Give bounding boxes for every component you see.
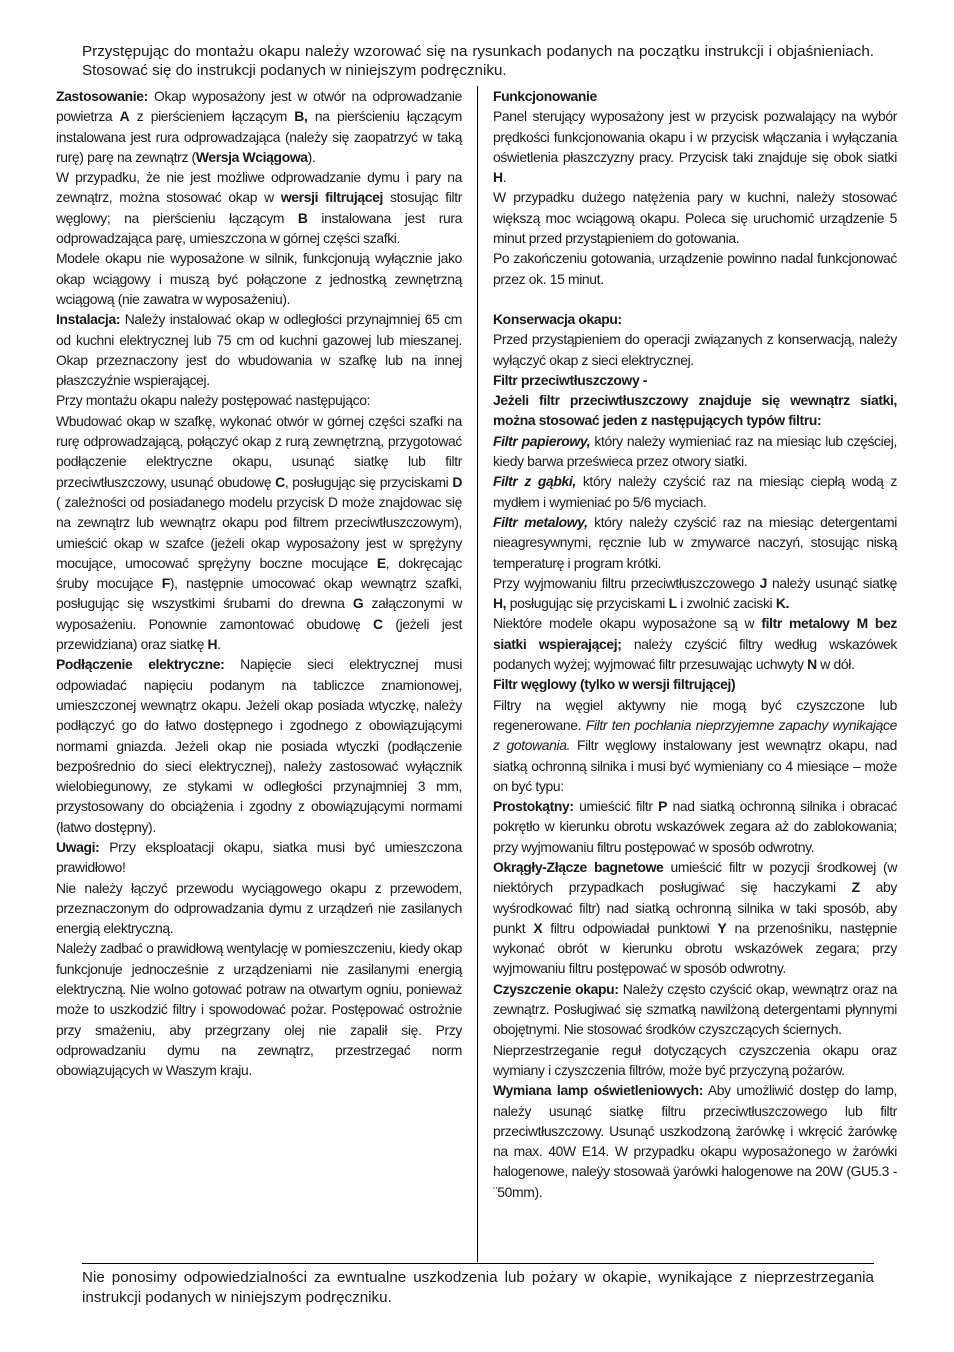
- paragraph: [493, 248, 897, 289]
- text-run: ), następnie umocować okap wewnątrz szafki, posługując się wszystkimi śrubami do drewna: [56, 575, 462, 612]
- text-run: filtru odpowiadał punktowi: [542, 919, 718, 936]
- text-run: E: [376, 554, 386, 571]
- text-run: Należy instalować okap w odległości przynajmniej 65 cm od kuchni elektrycznej lub 75 cm od kuchni gazowej lub mieszanej. Okap przeznaczony jest do wbudowania w szafkę lub na innej płaszczyźnie wspierającej.: [56, 311, 462, 389]
- text-run: umieścić filtr w pozycji środkowej (w niektórych przypadkach posługiwać się haczykami: [493, 858, 898, 896]
- paragraph: [493, 1040, 897, 1081]
- text-run: ( zależności od posiadanego modelu przycisk D może znajdowac się na zewnątrz lub wewnątrz okapu pod filtrem przeciwtłuszczowym), umieścić okap w szafce (jeżeli okap wyposażony jest w sprężyny mocujące, umocować sprężyny boczne mocujące: [56, 493, 462, 571]
- text-run: który należy wymieniać raz na miesiąc lub częściej, kiedy barwa prześwieca przez otwory siatki.: [493, 432, 897, 470]
- text-run: który należy czyścić raz na miesiąc detergentami nieagresywnymi, ręcznie lub w zmywarce naczyń, stosując niską temperaturę i program krótki.: [493, 513, 897, 571]
- text-run: umieścić filtr: [573, 798, 659, 815]
- text-run: i zwolnić zaciski: [676, 595, 776, 612]
- text-run: Niektóre modele okapu wyposażone są w: [493, 615, 762, 632]
- paragraph: [56, 86, 462, 167]
- paragraph: [56, 654, 462, 837]
- text-run: G: [352, 595, 364, 612]
- text-run: Modele okapu nie wyposażone w silnik, funkcjonują wyłącznie jako okap wciągowy i muszą być połączone z jednostką zewnętrzną wciągową (nie zawatra w wyposażeniu).: [56, 250, 462, 307]
- paragraph: [493, 695, 897, 796]
- paragraph-gap: [493, 289, 897, 309]
- text-run: L: [668, 595, 677, 612]
- column-divider: [477, 86, 478, 1262]
- footer-note: Nie ponosimy odpowiedzialności za ewntualne uszkodzenia lub pożary w okapie, wynikające z nieprzestrzegania instrukcji podanych w niniejszym podręczniku.: [82, 1269, 874, 1306]
- paragraph: [493, 390, 897, 431]
- right-column: [493, 86, 897, 1202]
- footer-divider: [82, 1263, 874, 1264]
- text-run: Nie należy łączyć przewodu wyciągowego okapu z przewodem, przeznaczonym do odprowadzania dymu z urządzeń nie zasilanych energią elektryczną.: [56, 879, 462, 937]
- text-run: D: [452, 473, 462, 490]
- text-run: Przy eksploatacji okapu, siatka musi być umieszczona prawidłowo!: [56, 838, 462, 876]
- text-run: Wbudować okap w szafkę, wykonać otwór w górnej części szafki na rurę odprowadzającą, połączyć okap z rurą zewnętrzną, przygotować podłączenie elektryczne okapu, usunąć siatkę lub filtr przeciwtłuszczowy, usunąć obudowę: [56, 412, 462, 490]
- text-run: Z: [851, 879, 860, 896]
- paragraph: [493, 106, 897, 187]
- text-run: A: [119, 108, 130, 125]
- text-run: Nieprzestrzeganie reguł dotyczących czyszczenia okapu oraz wymiany i czyszczenia filtrów, może być przyczyną pożarów.: [493, 1041, 897, 1078]
- text-run: Wymiana lamp oświetleniowych:: [493, 1082, 704, 1099]
- paragraph: [493, 187, 897, 248]
- text-run: Y: [717, 919, 727, 936]
- text-run: stosując filtr węglowy; na pierścieniu łączącym: [56, 189, 462, 226]
- text-run: Filtr węglowy instalowany jest wewnątrz okapu, nad siatką ochronną silnika i musi być wymieniany co 4 miesiące – może on być typu:: [493, 737, 897, 794]
- text-run: Zastosowanie:: [56, 88, 148, 104]
- text-run: Napięcie sieci elektrycznej musi odpowiadać napięciu podanym na tabliczce znamionowej, umieszczonej wewnątrz okapu. Jeżeli okap posiada wtyczkę, należy podłączyć go do łatwo dostępnego i zgodnego z obowiązującymi normami gniazda. Jeżeli okap nie posiada wtyczki (podłączenie bezpośrednio do sieci elektrycznej), należy zastosować wyłącznik wielobiegunowy, ze stykami w odległości przynajmniej 3 mm, przystosowany do obciążenia i zgodny z obowiązującymi normami (łatwo dostępny).: [56, 656, 462, 835]
- text-run: Czyszczenie okapu:: [493, 980, 619, 997]
- text-run: należy czyścić filtry według wskazówek podanych wyżej; wyjmować filtr przesuwając uchwyty: [493, 635, 897, 673]
- text-run: P: [658, 798, 667, 815]
- text-run: Panel sterujący wyposażony jest w przycisk pozwalający na wybór prędkości funkcjonowania okapu i w przycisk włączania i wyłączania oświetlenia płaszczyzny pracy. Przycisk taki znajduje się obok siatki: [493, 108, 897, 165]
- paragraph: [493, 86, 897, 106]
- text-run: B,: [294, 108, 308, 125]
- text-run: .: [502, 169, 507, 186]
- paragraph: [493, 573, 897, 614]
- text-run: H: [207, 636, 218, 653]
- text-run: na pierścieniu łączącym instalowana jest rura odprowadzająca (należy się zaopatrzyć w taką rurę) parę na zewnątrz (: [56, 108, 462, 165]
- paragraph: [56, 411, 462, 655]
- text-run: Przy wyjmowaniu filtru przeciwtłuszczowego: [493, 574, 760, 591]
- text-run: B: [297, 209, 308, 226]
- paragraph: [493, 796, 897, 857]
- paragraph: [493, 674, 897, 694]
- paragraph: [56, 938, 462, 1080]
- text-run: należy usunąć siatkę: [766, 574, 897, 591]
- paragraph: [56, 309, 462, 390]
- text-run: (jeżeli jest przewidziana) oraz siatkę: [56, 615, 462, 653]
- text-run: Filtr metalowy,: [493, 513, 588, 530]
- text-run: Należy zadbać o prawidłową wentylację w pomieszczeniu, kiedy okap funkcjonuje jednocześnie z urządzeniami nie zasilanymi energią elektryczną. Nie wolno gotować potraw na otwartym ogniu, ponieważ może to uszkodzić filtry i spowodować pożar. Postępować ostrożnie przy smażeniu, aby przegrzany olej nie zapalił się. Przy odprowadzaniu dymu na zewnątrz, przestrzegać norm obowiązujących w Waszym kraju.: [56, 940, 462, 1079]
- text-run: ).: [307, 148, 316, 165]
- text-run: , dokręcając śruby mocujące: [56, 554, 462, 592]
- text-run: Przed przystąpieniem do operacji związanych z konserwacją, należy wyłączyć okap z sieci elektrycznej.: [493, 331, 897, 368]
- paragraph: [56, 248, 462, 309]
- paragraph: [493, 1080, 897, 1202]
- text-run: Podłączenie elektryczne:: [56, 656, 225, 673]
- paragraph: [56, 837, 462, 878]
- text-run: Filtr ten pochłania nieprzyjemne zapachy wynikające z gotowania.: [493, 716, 897, 754]
- text-run: N: [807, 656, 817, 673]
- text-run: filtr metalowy M bez siatki wspierającej;: [493, 615, 897, 652]
- text-run: F: [161, 575, 170, 592]
- text-run: nad siatką ochronną silnika i obracać pokrętło w kierunku obrotu wskazówek zegara aż do zablokowania; przy wyjmowaniu filtru postępować w sposób odwrotny.: [493, 798, 897, 855]
- text-run: H,: [493, 595, 507, 612]
- paragraph: [493, 431, 897, 472]
- text-run: Filtr z gąbki,: [493, 473, 576, 490]
- text-run: Uwagi:: [56, 838, 100, 855]
- text-run: Okrągły-Złącze bagnetowe: [493, 858, 664, 875]
- text-run: Filtr papierowy,: [493, 432, 591, 449]
- text-run: Przy montażu okapu należy postępować następująco:: [56, 392, 371, 409]
- text-run: z pierścieniem łączącym: [129, 108, 295, 125]
- text-run: Prostokątny:: [493, 798, 574, 815]
- paragraph: [493, 370, 897, 390]
- text-run: J: [759, 574, 767, 591]
- text-run: wersji filtrującej: [280, 189, 384, 206]
- text-run: w dół.: [816, 656, 855, 673]
- text-run: W przypadku dużego natężenia pary w kuchni, należy stosować większą moc wciągową okapu. Poleca się uruchomić urządzenie 5 minut przed przystąpieniem do gotowania.: [493, 189, 897, 247]
- text-run: C: [373, 615, 383, 632]
- text-run: posługując się przyciskami: [506, 595, 669, 612]
- paragraph: [493, 309, 897, 329]
- text-run: Aby umożliwić dostęp do lamp, należy usunąć siatkę filtru przeciwtłuszczowego lub filtr przeciwtłuszczowy. Usunąć uszkodzoną żarówkę i wkręcić żarówkę na max. 40W E14. W przypadku okapu wyposażonego w żarówki halogenowe, naleÿy stosowaä ÿarówki halogenowe na 20W (GU5.3 - ¨50mm).: [493, 1082, 897, 1200]
- text-run: instalowana jest rura odprowadzająca parę, umieszczona w górnej części szafki.: [56, 209, 463, 247]
- text-run: Okap wyposażony jest w otwór na odprowadzanie powietrza: [56, 88, 462, 125]
- intro-paragraph: Przystępując do montażu okapu należy wzorować się na rysunkach podanych na początku instrukcji i objaśnieniach. Stosować się do instrukcji podanych w niniejszym podręczniku.: [82, 43, 874, 79]
- paragraph: [493, 979, 897, 1040]
- paragraph: [493, 857, 897, 979]
- text-run: Filtr węglowy (tylko w wersji filtrującej): [493, 676, 736, 693]
- text-run: K.: [775, 595, 790, 612]
- paragraph: [493, 613, 897, 674]
- text-run: H: [493, 169, 503, 186]
- text-run: Instalacja:: [56, 311, 121, 328]
- paragraph: [56, 878, 462, 939]
- text-run: Filtr przeciwtłuszczowy -: [493, 371, 648, 388]
- text-run: Filtry na węgiel aktywny nie mogą być czyszczone lub regenerowane.: [493, 696, 897, 733]
- paragraph: [56, 167, 462, 248]
- text-run: na przenośniku, następnie wykonać obrót w kierunku obrotu wskazówek zegara; przy wyjmowaniu filtru postępować w sposób odwrotny.: [493, 919, 898, 977]
- text-run: aby wyśrodkować filtr) nad siatką ochronną silnika w taki sposób, aby punkt: [493, 879, 897, 936]
- left-column: [56, 86, 462, 1081]
- paragraph: [493, 512, 897, 573]
- text-run: Konserwacja okapu:: [493, 310, 622, 327]
- text-run: W przypadku, że nie jest możliwe odprowadzanie dymu i pary na zewnątrz, można stosować okap w: [56, 169, 462, 206]
- text-run: Należy często czyścić okap, wewnątrz oraz na zewnątrz. Posługiwać się szmatką nawilżoną detergentami płynnymi obojętnymi. Nie stosować środków czyszczących ściernych.: [493, 980, 897, 1038]
- text-run: załączonymi w wyposażeniu. Ponownie zamontować obudowę: [56, 595, 463, 632]
- text-run: X: [533, 919, 543, 936]
- text-run: C: [275, 473, 285, 490]
- text-run: .: [217, 636, 221, 653]
- paragraph: [493, 329, 897, 370]
- paragraph: [493, 471, 897, 512]
- text-run: Po zakończeniu gotowania, urządzenie powinno nadal funkcjonować przez ok. 15 minut.: [493, 250, 897, 287]
- paragraph: [56, 390, 462, 410]
- text-run: , posługując się przyciskami: [284, 473, 453, 490]
- text-run: Funkcjonowanie: [493, 88, 597, 104]
- text-run: który należy czyścić raz na miesiąc ciepłą wodą z mydłem i wymieniać po 5/6 myciach.: [493, 473, 898, 510]
- text-run: Wersja Wciągowa: [195, 148, 308, 165]
- text-run: Jeżeli filtr przeciwtłuszczowy znajduje się wewnątrz siatki, można stosować jeden z następujących typów filtru:: [493, 392, 897, 429]
